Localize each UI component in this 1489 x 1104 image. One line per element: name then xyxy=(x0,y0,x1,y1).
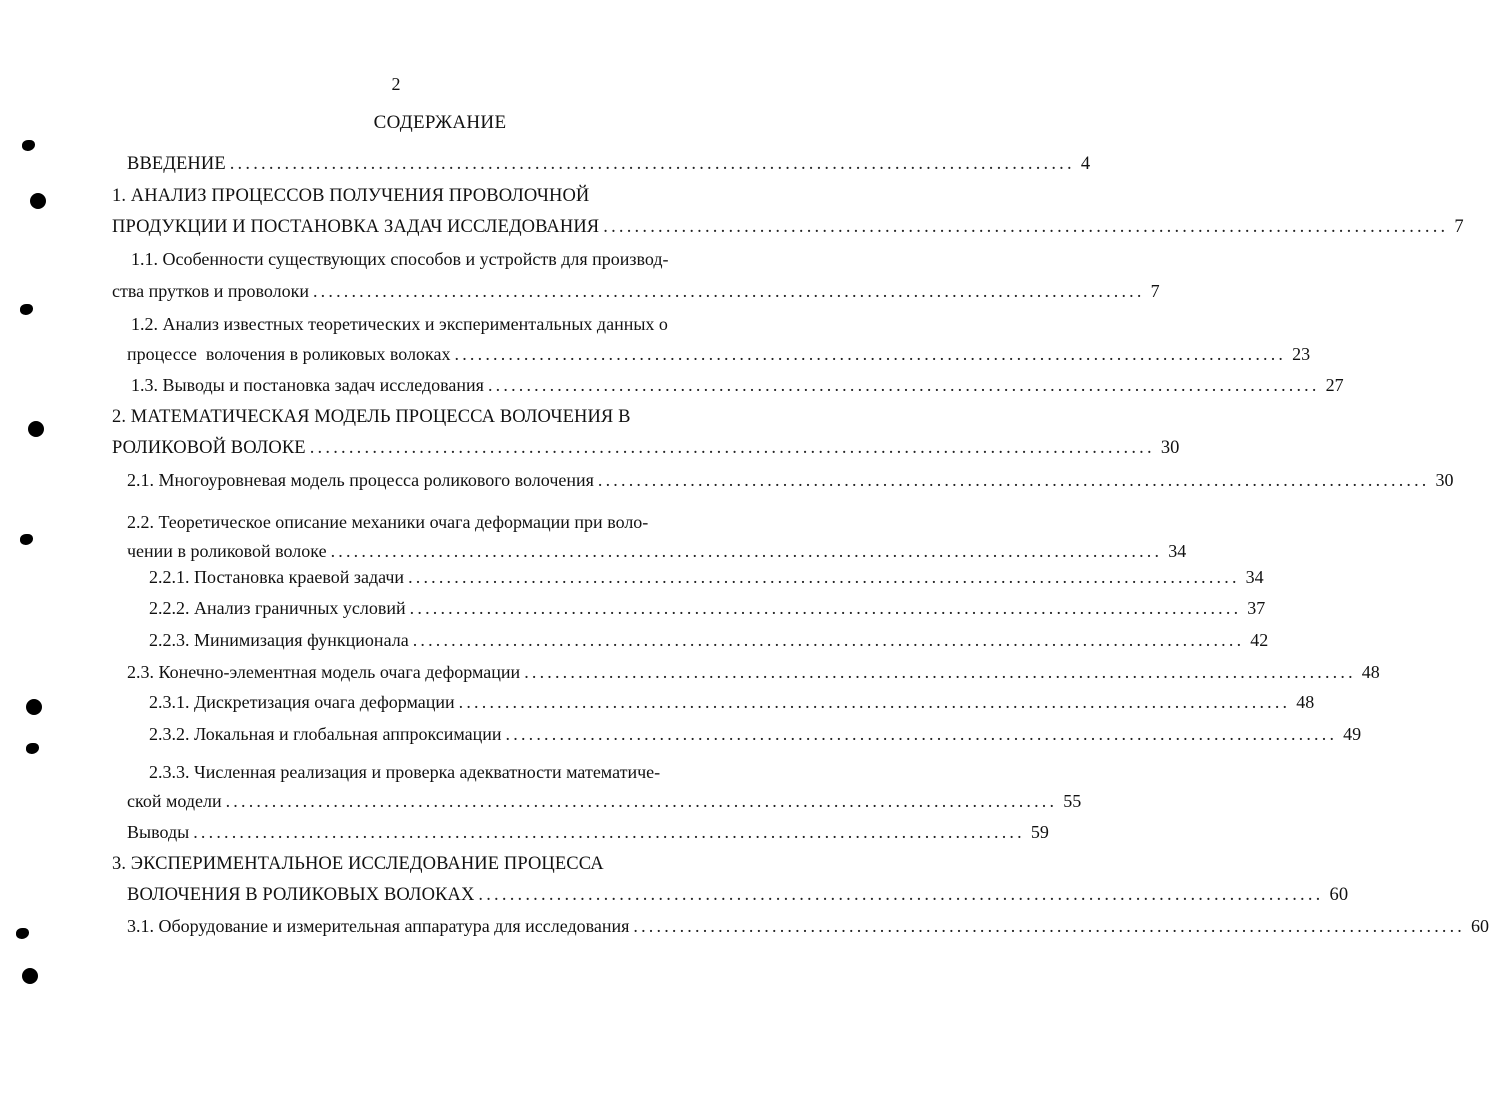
toc-page-number: 27 xyxy=(1325,375,1344,395)
toc-entry-chapter-3[interactable] xyxy=(127,882,1349,908)
toc-entry-section-1-3[interactable] xyxy=(131,372,1344,398)
binder-hole-icon xyxy=(22,140,35,151)
toc-leader-dots: ............................................................................................................ xyxy=(193,822,1025,842)
toc-leader-dots: ............................................................................................................ xyxy=(603,217,1449,237)
toc-leader-dots: ............................................................................................................ xyxy=(330,541,1163,561)
toc-page-number: 30 xyxy=(1435,470,1454,490)
toc-entry-title: ВВЕДЕНИЕ xyxy=(127,154,226,174)
toc-entry-introduction[interactable] xyxy=(127,151,1091,177)
binder-hole-icon xyxy=(30,193,46,209)
toc-chapter-3-title-line[interactable]: 3. ЭКСПЕРИМЕНТАЛЬНОЕ ИССЛЕДОВАНИЕ ПРОЦЕССА xyxy=(112,854,604,874)
binder-hole-icon xyxy=(22,968,38,984)
toc-page-number: 7 xyxy=(1150,281,1160,301)
toc-entry-title: ПРОДУКЦИИ И ПОСТАНОВКА ЗАДАЧ ИССЛЕДОВАНИЯ xyxy=(112,217,600,237)
toc-entry-title: 2.3. Конечно-элементная модель очага деформации xyxy=(127,662,521,682)
binder-hole-icon xyxy=(16,928,29,939)
toc-leader-dots: ............................................................................................................ xyxy=(478,885,1324,905)
toc-page-number: 7 xyxy=(1454,217,1464,237)
toc-leader-dots: ............................................................................................................ xyxy=(225,791,1058,811)
toc-section-1-2-title-line[interactable]: 1.2. Анализ известных теоретических и экспериментальных данных о xyxy=(131,314,668,334)
toc-leader-dots: ............................................................................................................ xyxy=(409,598,1242,618)
toc-entry-title: 2.3.1. Дискретизация очага деформации xyxy=(149,692,455,712)
toc-entry-section-2-3-1[interactable] xyxy=(149,689,1315,715)
toc-entry-section-2-2[interactable] xyxy=(127,538,1187,564)
toc-leader-dots: ............................................................................................................ xyxy=(597,470,1430,490)
toc-leader-dots: ............................................................................................................ xyxy=(458,692,1291,712)
toc-entry-section-2-3[interactable] xyxy=(127,659,1380,685)
toc-page-number: 4 xyxy=(1080,154,1091,174)
toc-entry-section-3-1[interactable] xyxy=(127,913,1489,939)
toc-page-number: 23 xyxy=(1292,344,1311,364)
toc-entry-section-2-2-3[interactable] xyxy=(149,627,1269,653)
toc-page-number: 37 xyxy=(1247,598,1266,618)
toc-entry-title: чении в роликовой волоке xyxy=(127,541,327,561)
toc-leader-dots: ............................................................................................................ xyxy=(633,916,1466,936)
toc-entry-section-2-2-1[interactable] xyxy=(149,564,1264,590)
binder-hole-icon xyxy=(20,304,33,315)
toc-section-1-1-title-line[interactable]: 1.1. Особенности существующих способов и устройств для производ- xyxy=(131,249,669,269)
toc-entry-title: ской модели xyxy=(127,791,222,811)
toc-leader-dots: ............................................................................................................ xyxy=(487,375,1320,395)
toc-page-number: 34 xyxy=(1245,567,1264,587)
toc-entry-title: процессе волочения в роликовых волоках xyxy=(127,344,451,364)
toc-leader-dots: ............................................................................................................ xyxy=(524,662,1356,682)
toc-entry-title: 2.2.3. Минимизация функционала xyxy=(149,630,409,650)
binder-hole-icon xyxy=(28,421,44,437)
toc-leader-dots: ............................................................................................................ xyxy=(412,630,1245,650)
toc-entry-title: 2.1. Многоуровневая модель процесса роликового волочения xyxy=(127,470,594,490)
toc-page-number: 49 xyxy=(1343,724,1362,744)
toc-leader-dots: ............................................................................................................ xyxy=(229,154,1075,174)
toc-page-number: 30 xyxy=(1160,438,1180,458)
toc-page-number: 34 xyxy=(1168,541,1187,561)
toc-entry-conclusions[interactable] xyxy=(127,819,1049,845)
toc-entry-section-2-1[interactable] xyxy=(127,467,1454,493)
toc-entry-section-2-3-3[interactable] xyxy=(127,788,1082,814)
toc-entry-title: ства прутков и проволоки xyxy=(112,281,309,301)
toc-leader-dots: ............................................................................................................ xyxy=(408,567,1240,587)
toc-entry-title: 1.3. Выводы и постановка задач исследования xyxy=(131,375,484,395)
toc-entry-chapter-1[interactable] xyxy=(112,214,1464,240)
toc-entry-title: Выводы xyxy=(127,822,190,842)
page-title: СОДЕРЖАНИЕ xyxy=(373,112,507,133)
toc-page-number: 42 xyxy=(1250,630,1269,650)
toc-entry-title: 2.2.2. Анализ граничных условий xyxy=(149,598,406,618)
toc-entry-title: ВОЛОЧЕНИЯ В РОЛИКОВЫХ ВОЛОКАХ xyxy=(127,885,475,905)
toc-chapter-1-title-line[interactable]: 1. АНАЛИЗ ПРОЦЕССОВ ПОЛУЧЕНИЯ ПРОВОЛОЧНОЙ xyxy=(112,186,590,206)
toc-entry-chapter-2[interactable] xyxy=(112,435,1180,461)
toc-leader-dots: ............................................................................................................ xyxy=(454,344,1287,364)
page-number: 2 xyxy=(391,74,401,94)
toc-leader-dots: ............................................................................................................ xyxy=(505,724,1338,744)
toc-leader-dots: ............................................................................................................ xyxy=(309,438,1155,458)
binder-hole-icon xyxy=(26,743,39,754)
binder-hole-icon xyxy=(26,699,42,715)
toc-leader-dots: ............................................................................................................ xyxy=(312,281,1145,301)
toc-entry-title: 3.1. Оборудование и измерительная аппаратура для исследования xyxy=(127,916,630,936)
toc-page-number: 48 xyxy=(1361,662,1380,682)
toc-section-2-2-title-line[interactable]: 2.2. Теоретическое описание механики очага деформации при воло- xyxy=(127,512,649,532)
toc-page-number: 60 xyxy=(1471,916,1489,936)
toc-entry-section-1-1[interactable] xyxy=(112,278,1160,304)
toc-entry-section-2-2-2[interactable] xyxy=(149,595,1266,621)
toc-entry-section-1-2[interactable] xyxy=(127,341,1311,367)
toc-section-2-3-3-title-line[interactable]: 2.3.3. Численная реализация и проверка адекватности математиче- xyxy=(149,762,661,782)
toc-page-number: 60 xyxy=(1329,885,1349,905)
toc-chapter-2-title-line[interactable]: 2. МАТЕМАТИЧЕСКАЯ МОДЕЛЬ ПРОЦЕССА ВОЛОЧЕНИЯ В xyxy=(112,407,631,427)
toc-page-number: 48 xyxy=(1296,692,1315,712)
toc-entry-section-2-3-2[interactable] xyxy=(149,721,1362,747)
toc-page-number: 55 xyxy=(1063,791,1082,811)
toc-entry-title: 2.3.2. Локальная и глобальная аппроксимации xyxy=(149,724,502,744)
toc-page-number: 59 xyxy=(1030,822,1049,842)
toc-entry-title: РОЛИКОВОЙ ВОЛОКЕ xyxy=(112,438,306,458)
binder-hole-icon xyxy=(20,534,33,545)
toc-entry-title: 2.2.1. Постановка краевой задачи xyxy=(149,567,405,587)
